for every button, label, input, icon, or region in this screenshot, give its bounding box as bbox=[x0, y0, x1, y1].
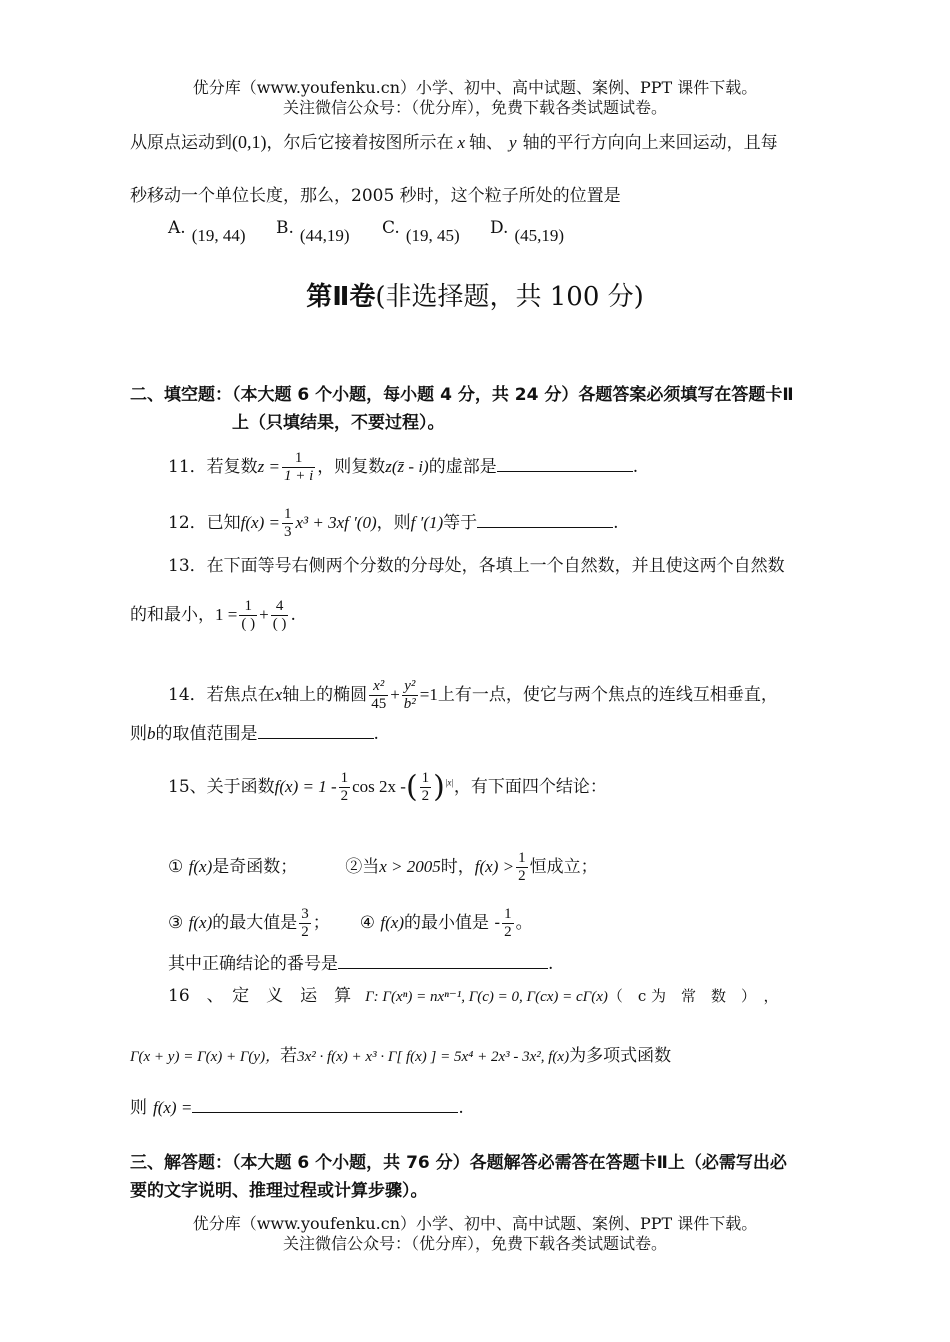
q14-fraction-2: $\frac{\text{y²}}{\text{b²}}$ bbox=[403, 678, 416, 712]
question-16-line-2: Γ(x + y) = Γ(x) + Γ(y)，若3x² · f(x) + x³ · Γ[ f(x) ] = 5x⁴ + 2x³ - 3x², f(x)为多项式函数 bbox=[130, 1046, 672, 1066]
q10-option-c: C. (19, 45) bbox=[382, 218, 460, 245]
section3-heading-cont: 要的文字说明、推理过程或计算步骤）。 bbox=[130, 1181, 428, 1201]
q13-fraction-1: $\frac{1}{( )}$ bbox=[241, 598, 256, 632]
q10-line-1: 从原点运动到(0,1)，尔后它接着按图所示在 x 轴、 y 轴的平行方向向上来回运动，且每 bbox=[130, 132, 778, 153]
q15-answer-line: 其中正确结论的番号是 . bbox=[168, 954, 554, 974]
q11-answer-blank bbox=[497, 455, 633, 472]
header-line-1: 优分库（www.youfenku.cn）小学、初中、高中试题、案例、PPT 课件下载。 bbox=[192, 78, 758, 97]
q12-answer-blank bbox=[477, 511, 613, 528]
question-11: 11．若复数z = $\frac{1}{1 + i}$ ，则复数z(z̄ - i)的虚部是 . bbox=[168, 450, 639, 484]
q10-option-d: D. (45,19) bbox=[490, 218, 565, 245]
q11-fraction: $\frac{1}{1 + i}$ bbox=[283, 450, 314, 484]
question-12: 12．已知f(x) = $\frac{1}{3}$ x³ + 3xf ′(0)，则f ′(1)等于 . bbox=[168, 506, 619, 540]
section2-heading: 二、填空题：（本大题 6 个小题，每小题 4 分，共 24 分）各题答案必须填写在答题卡Ⅱ bbox=[130, 385, 794, 405]
section2-heading-cont: 上（只填结果，不要过程）。 bbox=[232, 413, 445, 433]
question-13-line-2: 的和最小，1 = $\frac{1}{( )}$ + $\frac{4}{( )}$ . bbox=[130, 598, 296, 632]
q14-fraction-1: $\frac{\text{x²}}{45}$ bbox=[371, 678, 387, 712]
question-13-line-1: 13．在下面等号右侧两个分数的分母处，各填上一个自然数，并且使这两个自然数 bbox=[168, 556, 785, 576]
question-14-line-1: 14．若焦点在x轴上的椭圆 $\frac{\text{x²}}{45}$ + $\frac{\text{y²}}{\text{b²}}$ =1上有一点，使它与两个焦点的连线互相垂直， bbox=[168, 678, 778, 712]
question-16-line-1: 16 、 定 义 运 算 Γ: Γ(xⁿ) = nxⁿ⁻¹, Γ(c) = 0, Γ(cx) = cΓ(x)（ c 为 常 数 ） ， bbox=[168, 986, 779, 1006]
q12-fraction: $\frac{1}{3}$ bbox=[283, 506, 292, 540]
q16-answer-blank bbox=[192, 1096, 458, 1113]
q10-line-2: 秒移动一个单位长度，那么，2005 秒时，这个粒子所处的位置是 bbox=[130, 186, 621, 206]
q15-conclusions-1-2: ① f(x)是奇函数； ②当x > 2005时，f(x) > $\frac{1}{2}$ 恒成立； bbox=[168, 850, 598, 884]
header-line-2: 关注微信公众号：（优分库），免费下载各类试题试卷。 bbox=[282, 98, 667, 117]
q15-answer-blank bbox=[338, 952, 548, 969]
footer-line-2: 关注微信公众号：（优分库），免费下载各类试题试卷。 bbox=[282, 1234, 667, 1253]
question-15: 15、关于函数f(x) = 1 - $\frac{1}{2}$ cos 2x -( $\frac{1}{2}$ )$^{|x|}$，有下面四个结论： bbox=[168, 769, 607, 805]
q13-fraction-2: $\frac{4}{( )}$ bbox=[272, 598, 287, 632]
q15-conclusions-3-4: ③ f(x)的最大值是 $\frac{3}{2}$ ； ④ f(x)的最小值是 - $\frac{1}{2}$ 。 bbox=[168, 906, 533, 940]
q14-answer-blank bbox=[258, 722, 374, 739]
question-16-line-3: 则 f(x) = . bbox=[130, 1098, 464, 1118]
question-14-line-2: 则b的取值范围是 . bbox=[130, 724, 379, 744]
section3-heading: 三、解答题：（本大题 6 个小题，共 76 分）各题解答必需答在答题卡Ⅱ上（必需写出必 bbox=[130, 1153, 787, 1173]
part2-title: 第Ⅱ卷(非选择题，共 100 分) bbox=[306, 282, 644, 312]
footer-line-1: 优分库（www.youfenku.cn）小学、初中、高中试题、案例、PPT 课件下载。 bbox=[192, 1214, 758, 1233]
q10-option-b: B. (44,19) bbox=[276, 218, 350, 245]
q10-option-a: A. (19, 44) bbox=[168, 218, 246, 245]
